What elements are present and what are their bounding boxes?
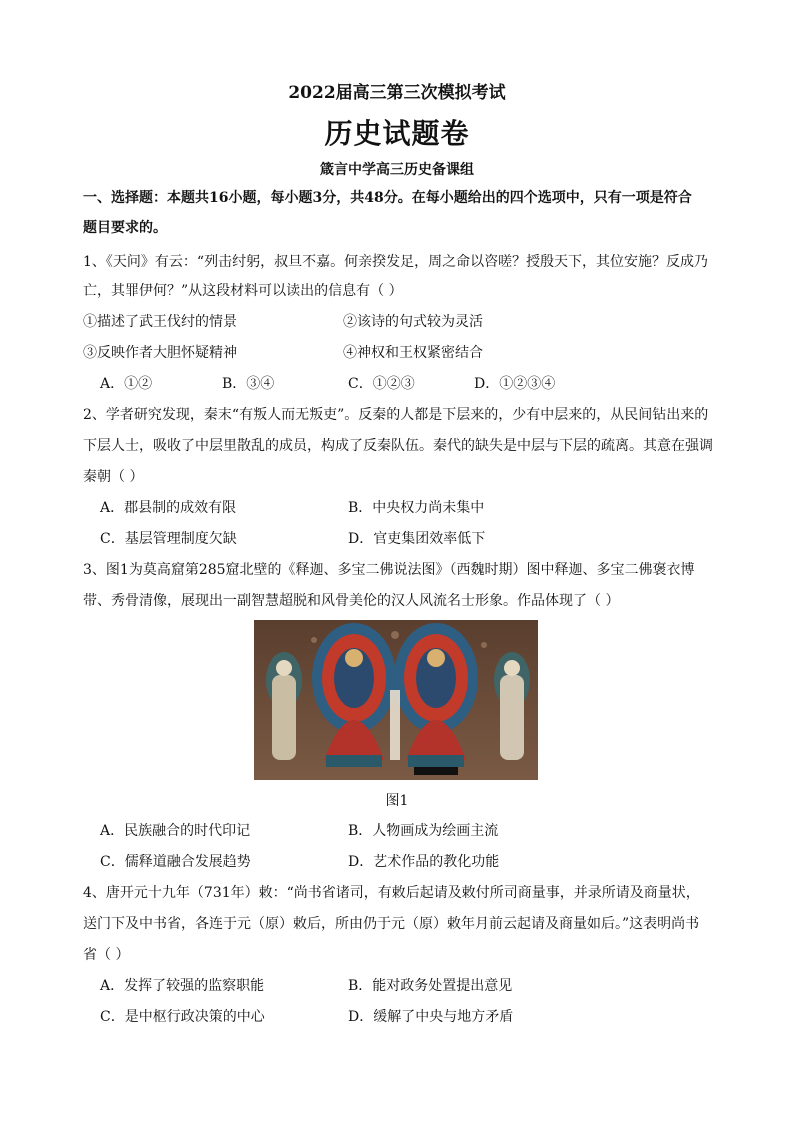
q1-option-a[interactable]: A．①② bbox=[100, 376, 153, 392]
q1-item-2: ②该诗的句式较为灵活 bbox=[343, 314, 483, 330]
q1-option-b[interactable]: B．③④ bbox=[222, 376, 275, 392]
q4-stem-line-2: 送门下及中书省，各连于元（原）敕后，所由仍于元（原）敕年月前云起请及商量如后。”这表明尚书 bbox=[83, 916, 700, 932]
q4-option-c[interactable]: C．是中枢行政决策的中心 bbox=[100, 1009, 265, 1025]
q3-option-a[interactable]: A．民族融合的时代印记 bbox=[100, 823, 251, 839]
q1-option-d[interactable]: D．①②③④ bbox=[474, 376, 556, 392]
q1-item-3: ③反映作者大胆怀疑精神 bbox=[83, 345, 237, 361]
q2-option-b[interactable]: B．中央权力尚未集中 bbox=[348, 500, 485, 516]
mural-illustration bbox=[254, 620, 538, 780]
q2-option-a[interactable]: A．郡县制的成效有限 bbox=[100, 500, 237, 516]
q2-stem-line-2: 下层人士，吸收了中层里散乱的成员，构成了反秦队伍。秦代的缺失是中层与下层的疏离。其意在强调 bbox=[83, 438, 713, 454]
q2-stem-line-3: 秦朝（ ） bbox=[83, 469, 144, 485]
q4-stem-line-1: 4、唐开元十九年（731年）敕：“尚书省诸司，有敕后起请及敕付所司商量事，并录所请及商量状， bbox=[83, 885, 700, 901]
subject-title: 历史试题卷 bbox=[324, 117, 470, 150]
q3-option-c[interactable]: C．儒释道融合发展趋势 bbox=[100, 854, 251, 870]
q3-option-d[interactable]: D．艺术作品的教化功能 bbox=[348, 854, 500, 870]
q4-stem-line-3: 省（ ） bbox=[83, 947, 130, 963]
q3-stem-line-2: 带、秀骨清像，展现出一副智慧超脱和风骨美伦的汉人风流名士形象。作品体现了（ ） bbox=[83, 593, 620, 609]
section-instructions-line-1: 一、选择题：本题共16小题，每小题3分，共48分。在每小题给出的四个选项中，只有一项是符合 bbox=[83, 190, 692, 206]
q4-option-b[interactable]: B．能对政务处置提出意见 bbox=[348, 978, 513, 994]
author-line: 箴言中学高三历史备课组 bbox=[320, 162, 474, 178]
q2-option-d[interactable]: D．官吏集团效率低下 bbox=[348, 531, 486, 547]
figure-caption: 图1 bbox=[385, 793, 409, 809]
q2-stem-line-1: 2、学者研究发现，秦末“有叛人而无叛吏”。反秦的人都是下层来的，少有中层来的，从民间钻出来的 bbox=[83, 407, 709, 423]
q3-option-b[interactable]: B．人物画成为绘画主流 bbox=[348, 823, 499, 839]
q1-item-4: ④神权和王权紧密结合 bbox=[343, 345, 483, 361]
q2-option-c[interactable]: C．基层管理制度欠缺 bbox=[100, 531, 237, 547]
q4-option-d[interactable]: D．缓解了中央与地方矛盾 bbox=[348, 1009, 514, 1025]
q1-stem-line-2: 亡，其罪伊何？”从这段材料可以读出的信息有（ ） bbox=[83, 283, 403, 299]
mural-figure-image bbox=[254, 620, 538, 780]
q4-option-a[interactable]: A．发挥了较强的监察职能 bbox=[100, 978, 265, 994]
q1-item-1: ①描述了武王伐纣的情景 bbox=[83, 314, 237, 330]
exam-title: 2022届高三第三次模拟考试 bbox=[288, 83, 506, 103]
q1-option-c[interactable]: C．①②③ bbox=[348, 376, 415, 392]
section-instructions-line-2: 题目要求的。 bbox=[83, 220, 167, 236]
q1-stem-line-1: 1、《天问》有云：“列击纣躬，叔旦不嘉。何亲揆发足，周之命以咨嗟？授殷天下，其位安施？反成乃 bbox=[83, 254, 709, 270]
q3-stem-line-1: 3、图1为莫高窟第285窟北壁的《释迦、多宝二佛说法图》（西魏时期）图中释迦、多宝二佛褒衣博 bbox=[83, 562, 695, 578]
